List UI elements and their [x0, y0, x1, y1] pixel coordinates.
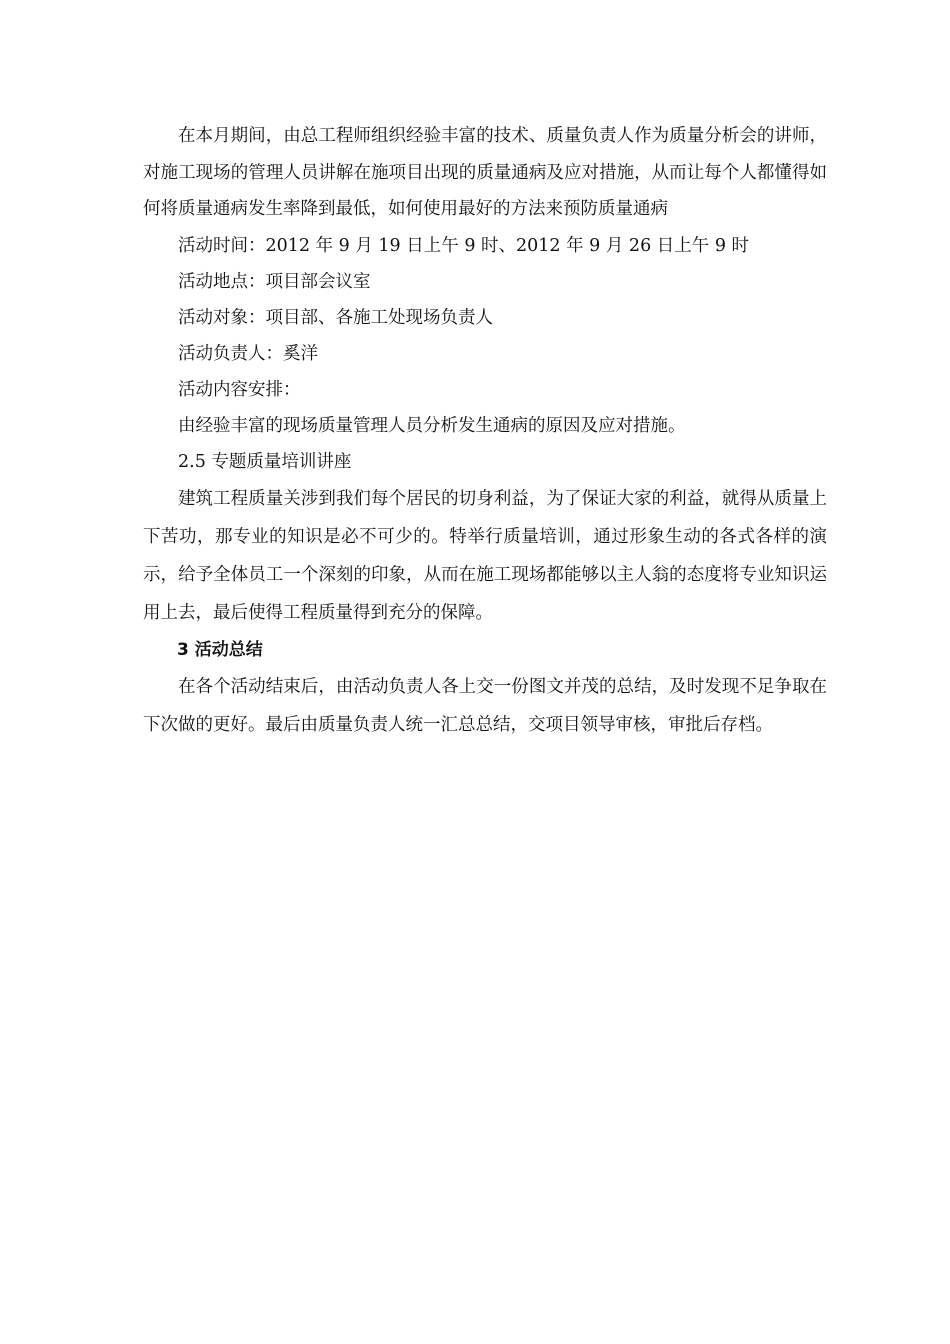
activity-audience: 活动对象：项目部、各施工处现场负责人	[178, 307, 493, 328]
activity-content: 由经验丰富的现场质量管理人员分析发生通病的原因及应对措施。	[178, 415, 686, 436]
activity-owner: 活动负责人：奚洋	[178, 343, 318, 364]
section-heading-2-5: 2.5 专题质量培训讲座	[178, 451, 352, 472]
document-body	[143, 118, 827, 744]
paragraph-training: 建筑工程质量关涉到我们每个居民的切身利益，为了保证大家的利益，就得从质量上下苦功，那专业的知识是必不可少的。特举行质量培训，通过形象生动的各式各样的演示，给予全体员工一个深刻的印象，从而在施工现场都能够以主人翁的态度将专业知识运用上去，最后使得工程质量得到充分的保障。	[143, 488, 827, 623]
activity-time: 活动时间：2012 年 9 月 19 日上午 9 时、2012 年 9 月 26 日上午 9 时	[178, 235, 750, 256]
section-heading-3: 3 活动总结	[177, 639, 263, 660]
activity-location: 活动地点：项目部会议室	[178, 271, 371, 292]
paragraph-summary: 在各个活动结束后，由活动负责人各上交一份图文并茂的总结，及时发现不足争取在下次做的更好。最后由质量负责人统一汇总总结，交项目领导审核，审批后存档。	[143, 676, 827, 735]
paragraph-intro: 在本月期间，由总工程师组织经验丰富的技术、质量负责人作为质量分析会的讲师，对施工现场的管理人员讲解在施项目出现的质量通病及应对措施，从而让每个人都懂得如何将质量通病发生率降到最低，如何使用最好的方法来预防质量通病	[143, 126, 827, 219]
activity-content-label: 活动内容安排：	[178, 379, 301, 400]
